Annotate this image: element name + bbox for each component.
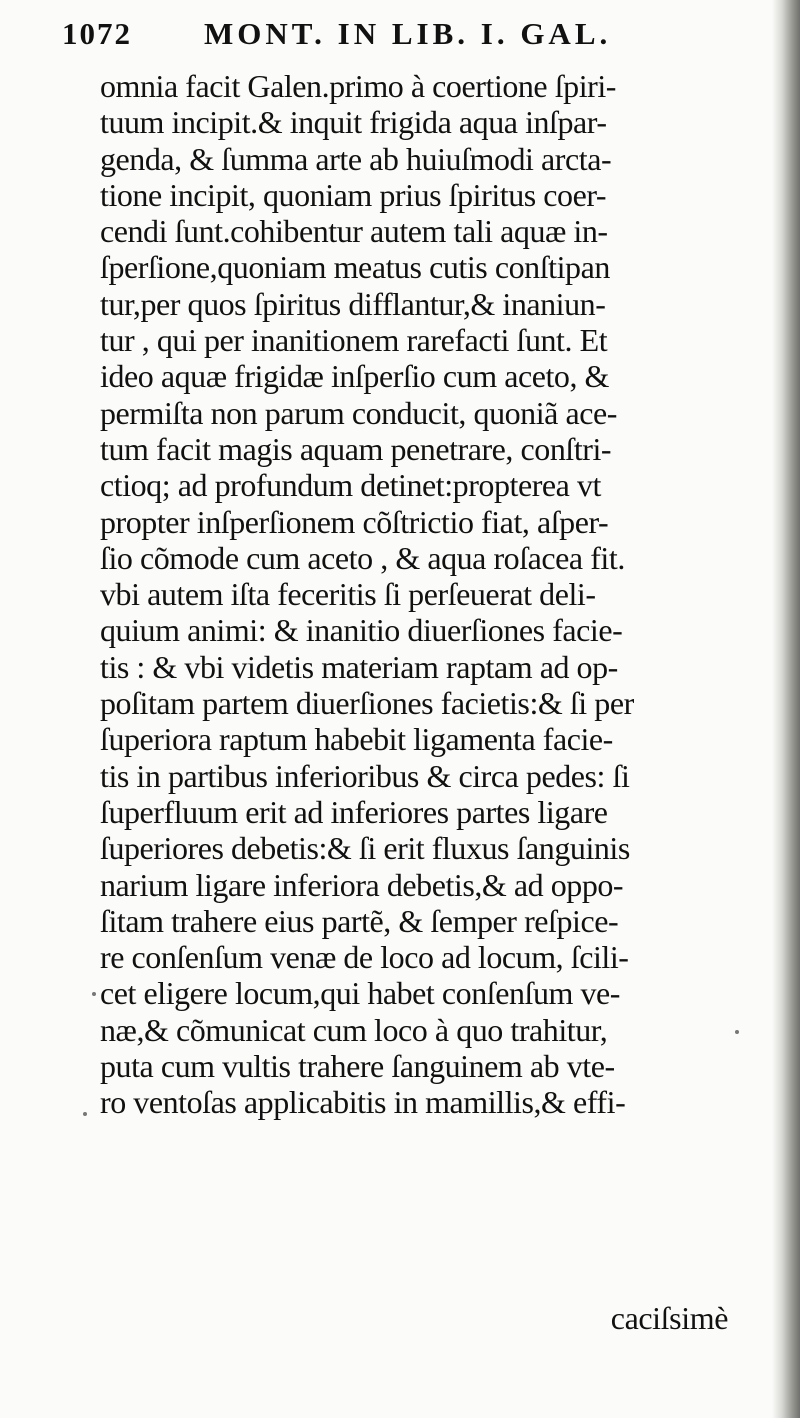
- text-line: ideo aquæ frigidæ inſperſio cum aceto, &: [100, 358, 609, 395]
- text-line: tuum incipit.& inquit frigida aqua inſpar-: [100, 104, 607, 141]
- ink-speck: [83, 1112, 87, 1116]
- text-line: puta cum vultis trahere ſanguinem ab vte-: [100, 1048, 615, 1085]
- text-line: tur,per quos ſpiritus difflantur,& inaniun-: [100, 285, 606, 322]
- text-line: quium animi: & inanitio diuerſiones facie-: [100, 612, 623, 649]
- text-line: tis : & vbi videtis materiam raptam ad op-: [100, 648, 618, 685]
- catchword: caciſsimè: [610, 1300, 728, 1336]
- text-line: ſuperiores debetis:& ſi erit fluxus ſanguinis: [100, 830, 630, 867]
- text-line: narium ligare inferiora debetis,& ad oppo-: [100, 866, 624, 903]
- text-line: permiſta non parum conducit, quoniã ace-: [100, 394, 617, 431]
- ink-speck: [92, 992, 96, 996]
- text-line: cet eligere locum,qui habet conſenſum ve-: [100, 975, 621, 1012]
- text-line: næ,& cõmunicat cum loco à quo trahitur,: [100, 1011, 608, 1048]
- text-line: poſitam partem diuerſiones facietis:& ſi per: [100, 685, 634, 722]
- text-line: tum facit magis aquam penetrare, conſtri-: [100, 430, 612, 467]
- text-line: ſitam trahere eius partẽ, & ſemper reſpice-: [100, 902, 619, 939]
- page-number: 1072: [62, 16, 132, 51]
- text-line: ctioq; ad profundum detinet:propterea vt: [100, 467, 601, 504]
- text-line: propter inſperſionem cõſtrictio fiat, aſper-: [100, 503, 609, 540]
- text-line: cendi ſunt.cohibentur autem tali aquæ in-: [100, 213, 608, 250]
- text-line: ſuperiora raptum habebit ligamenta facie-: [100, 721, 613, 758]
- text-line: tur , qui per inanitionem rarefacti ſunt. Et: [100, 322, 608, 359]
- page-edge-shadow: [772, 0, 800, 1418]
- text-line: genda, & ſumma arte ab huiuſmodi arcta-: [100, 140, 612, 177]
- text-line: vbi autem iſta feceritis ſi perſeuerat deli-: [100, 576, 596, 613]
- ink-speck: [735, 1030, 739, 1034]
- text-line: ſuperfluum erit ad inferiores partes ligare: [100, 793, 608, 830]
- text-line: re conſenſum venæ de loco ad locum, ſcili-: [100, 939, 629, 976]
- body-text: [100, 68, 750, 1121]
- page-header: [62, 12, 702, 56]
- text-line: tione incipit, quoniam prius ſpiritus coer-: [100, 176, 607, 213]
- running-head: MONT. IN LIB. I. GAL.: [204, 16, 612, 51]
- text-line: tis in partibus inferioribus & circa pedes: ſi: [100, 757, 630, 794]
- text-line: ſperſione,quoniam meatus cutis conſtipan: [100, 249, 610, 286]
- text-line: omnia facit Galen.primo à coertione ſpiri-: [100, 68, 617, 104]
- text-line: ſio cõmode cum aceto , & aqua roſacea fit.: [100, 539, 625, 576]
- text-line: ro ventoſas applicabitis in mamillis,& effi-: [100, 1084, 626, 1121]
